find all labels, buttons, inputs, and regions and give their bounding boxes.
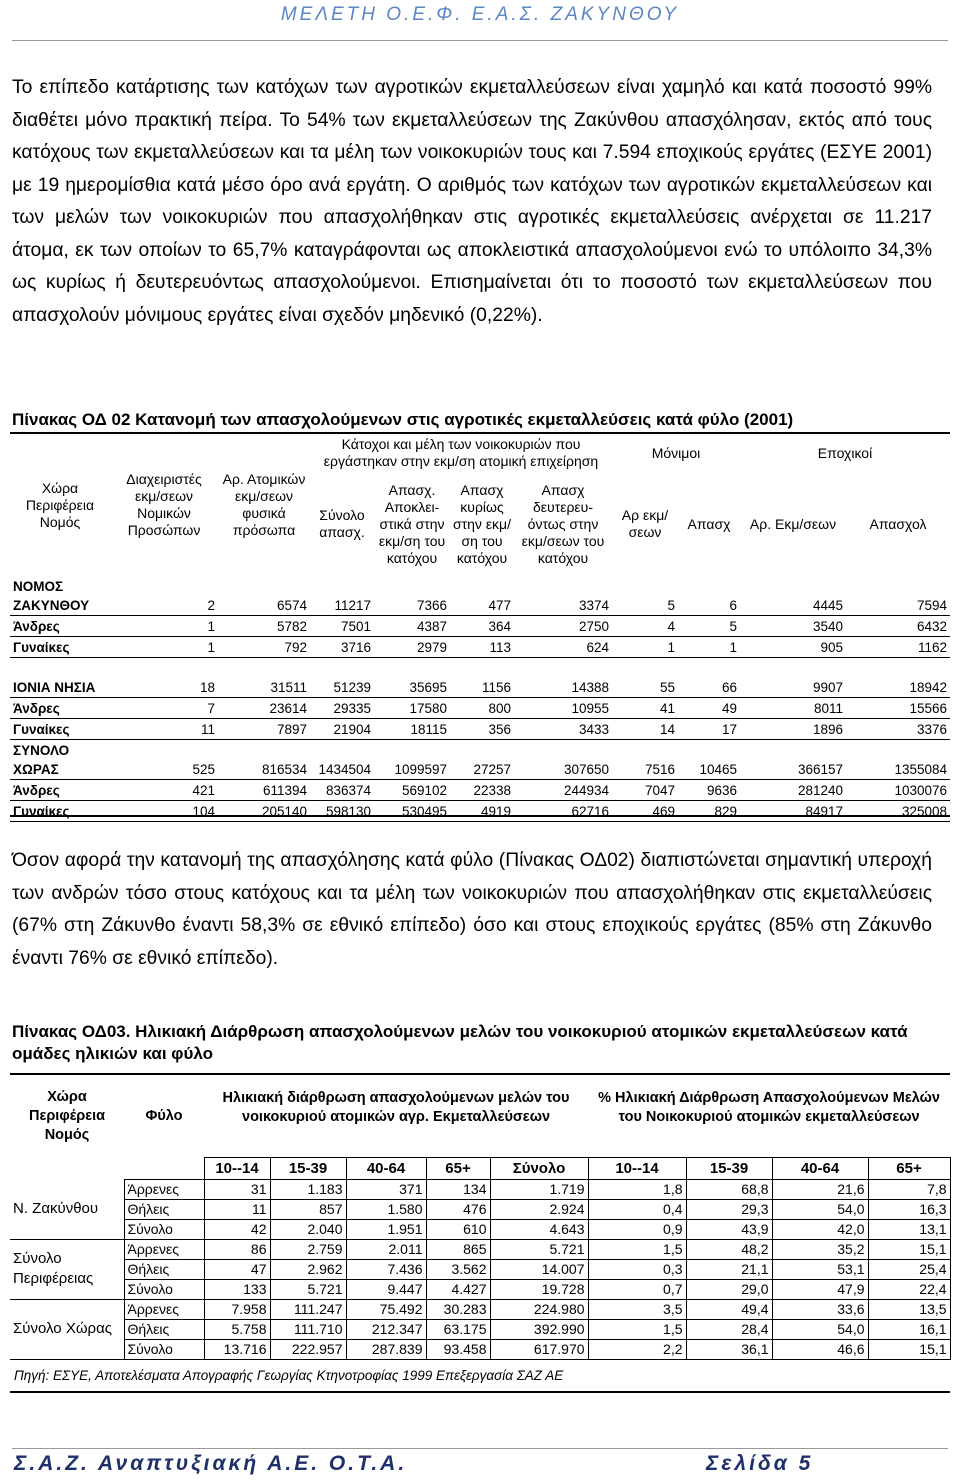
table-cell: 17 (678, 719, 740, 740)
table-cell: 224.980 (490, 1299, 588, 1319)
table-cell: 35695 (374, 658, 450, 698)
table-cell: 46,6 (772, 1339, 868, 1359)
table-cell: 48,2 (686, 1239, 772, 1259)
table2-source: Πηγή: ΕΣΥΕ, Αποτελέσματα Απογραφής Γεωργίας Κτηνοτροφίας 1999 Επεξεργασία ΣΑΖ ΑΕ (14, 1368, 564, 1383)
table-cell: 4.643 (490, 1219, 588, 1239)
table-row (10, 1319, 950, 1339)
table-cell: 10955 (514, 698, 612, 719)
header-seasonal: Εποχικοί (817, 444, 873, 461)
table-cell: 287.839 (346, 1339, 426, 1359)
sex-label: Σύνολο (124, 1339, 204, 1359)
table-cell: 792 (218, 637, 310, 658)
row-label: Γυναίκες (10, 801, 110, 822)
table-row (10, 658, 950, 698)
header-region: Χώρα Περιφέρεια Νομός (25, 479, 95, 530)
table-cell: 51239 (310, 658, 374, 698)
employment-by-sex-table (10, 434, 950, 822)
page-header: ΜΕΛΕΤΗ Ο.Ε.Φ. Ε.Α.Σ. ΖΑΚΥΝΘΟΥ (280, 4, 680, 25)
t2-age-abs-2: 15-39 (270, 1157, 346, 1179)
sex-label: Σύνολο (124, 1219, 204, 1239)
table-cell: 1,5 (588, 1239, 686, 1259)
table-cell: 1355084 (846, 740, 950, 780)
table-row (10, 1279, 950, 1299)
table-row (10, 780, 950, 801)
table-cell: 15566 (846, 698, 950, 719)
table-cell: 111.710 (270, 1319, 346, 1339)
table-cell: 16,3 (868, 1199, 950, 1219)
t2-header-sex: Φύλο (145, 1107, 183, 1124)
table-cell: 569102 (374, 780, 450, 801)
region-label: Σύνολο Περιφέρειας (10, 1239, 124, 1299)
table-cell: 18115 (374, 719, 450, 740)
table-cell: 800 (450, 698, 514, 719)
table-cell: 29,0 (686, 1279, 772, 1299)
table-cell: 21904 (310, 719, 374, 740)
table-cell: 1,5 (588, 1319, 686, 1339)
table-cell: 84917 (740, 801, 846, 822)
table-cell: 2.962 (270, 1259, 346, 1279)
table-cell: 6432 (846, 616, 950, 637)
table-cell: 17580 (374, 698, 450, 719)
paragraph-training-employment: Το επίπεδο κατάρτισης των κατόχων των αγροτικών εκμεταλλεύσεων είναι χαμηλό και κατά ποσοστό 99% διαθέτει μόνο πρακτική πείρα. Το 54% των εκμεταλλεύσεων της Ζακύνθου απασχόλησαν, εκτός από τους κατόχους των εκμεταλλεύσεων και τα μέλη των νοικοκυριών τους και 7.594 εποχικούς εργάτες (ΕΣΥΕ 2001) με 19 ημερομίσθια κατά μέσο όρο ανά εργάτη. Ο αριθμός των κατόχων των αγροτικών εκμεταλλεύσεων και των μελών των νοικοκυριών που απασχολήθηκαν στις αγροτικές εκμεταλλεύσεις ανέρχεται σε 11.217 άτομα, εκ των οποίων το 65,7% καταγράφονται ως αποκλειστικά απασχολούμενοι ενώ το υπόλοιπο 34,3% ως κυρίως ή δευτερευόντως απασχολούμενοι. Επισημαίνεται ότι το ποσοστό των εκμεταλλεύσεων που απασχολούν μόνιμους εργάτες είναι σχεδόν μηδενικό (0,22%). (12, 77, 932, 326)
header-rule (12, 40, 948, 41)
table-cell: 43,9 (686, 1219, 772, 1239)
sex-label: Άρρενες (124, 1179, 204, 1199)
table-cell: 4387 (374, 616, 450, 637)
table-cell: 49 (678, 698, 740, 719)
sex-label: Θήλεις (124, 1199, 204, 1219)
table-cell: 476 (426, 1199, 490, 1219)
table-cell: 364 (450, 616, 514, 637)
table-cell: 0,9 (588, 1219, 686, 1239)
table-cell: 18942 (846, 658, 950, 698)
table-cell: 41 (612, 698, 678, 719)
row-label: ΙΟΝΙΑ ΝΗΣΙΑ (10, 658, 110, 698)
table-cell: 3,5 (588, 1299, 686, 1319)
table-cell: 212.347 (346, 1319, 426, 1339)
table-cell: 525 (110, 740, 218, 780)
table-cell: 1162 (846, 637, 950, 658)
t2-header-region: Χώρα Περιφέρεια Νομός (28, 1088, 106, 1143)
table-cell: 66 (678, 658, 740, 698)
table-cell: 25,4 (868, 1259, 950, 1279)
table-cell: 7501 (310, 616, 374, 637)
table-cell: 1.580 (346, 1199, 426, 1219)
table-cell: 15,1 (868, 1339, 950, 1359)
table-cell: 1030076 (846, 780, 950, 801)
table2-title: Πίνακας ΟΔ03. Ηλικιακή Διάρθρωση απασχολούμενων μελών του νοικοκυριού ατομικών εκμεταλλεύσεων κατά ομάδες ηλικιών και φύλο (12, 1022, 908, 1063)
footer-page-number: Σελίδα 5 (706, 1452, 814, 1475)
table-cell: 10465 (678, 740, 740, 780)
table-cell: 469 (612, 801, 678, 822)
sex-label: Άρρενες (124, 1299, 204, 1319)
row-label: Άνδρες (10, 698, 110, 719)
table-cell: 4 (612, 616, 678, 637)
table-cell: 0,4 (588, 1199, 686, 1219)
table-cell: 2 (110, 576, 218, 616)
table-cell: 14388 (514, 658, 612, 698)
table-cell: 31511 (218, 658, 310, 698)
table-cell: 15,1 (868, 1239, 950, 1259)
table-row (10, 698, 950, 719)
header-permanent: Μόνιμοι (651, 444, 701, 461)
table-cell: 2,2 (588, 1339, 686, 1359)
table-cell: 530495 (374, 801, 450, 822)
row-label: Άνδρες (10, 780, 110, 801)
table-cell: 0,3 (588, 1259, 686, 1279)
table-cell: 2.924 (490, 1199, 588, 1219)
table-cell: 53,1 (772, 1259, 868, 1279)
table-cell: 47,9 (772, 1279, 868, 1299)
table-cell: 5.758 (204, 1319, 270, 1339)
table-cell: 610 (426, 1219, 490, 1239)
table-cell: 356 (450, 719, 514, 740)
table-cell: 27257 (450, 740, 514, 780)
table-cell: 4445 (740, 576, 846, 616)
t2-header-percent: % Ηλικιακή Διάρθρωση Απασχολούμενων Μελών του Νοικοκυριού ατομικών εκμεταλλεύσεων (598, 1090, 940, 1125)
table-cell: 1.183 (270, 1179, 346, 1199)
table-cell: 307650 (514, 740, 612, 780)
table-cell: 244934 (514, 780, 612, 801)
header-secondary: Απασχ δευτερευ-όντως στην εκμ/σεων του κατόχου (521, 481, 605, 566)
t2-age-abs-4: 65+ (426, 1157, 490, 1179)
table-row (10, 1219, 950, 1239)
table-cell: 21,1 (686, 1259, 772, 1279)
table-row (10, 1179, 950, 1199)
table-cell: 1 (678, 637, 740, 658)
table-cell: 7897 (218, 719, 310, 740)
table-cell: 865 (426, 1239, 490, 1259)
table-cell: 14.007 (490, 1259, 588, 1279)
table-row (10, 719, 950, 740)
table-cell: 3433 (514, 719, 612, 740)
t2-header-absolute: Ηλικιακή διάρθρωση απασχολούμενων μελών του νοικοκυριού ατομικών αγρ. Εκμεταλλεύσεων (222, 1090, 570, 1125)
table-row (10, 576, 950, 616)
table-cell: 63.175 (426, 1319, 490, 1339)
table-cell: 133 (204, 1279, 270, 1299)
table-cell: 281240 (740, 780, 846, 801)
table-cell: 28,4 (686, 1319, 772, 1339)
table-cell: 54,0 (772, 1199, 868, 1219)
table-cell: 11 (204, 1199, 270, 1219)
table-cell: 36,1 (686, 1339, 772, 1359)
table-cell: 2750 (514, 616, 612, 637)
table-cell: 4919 (450, 801, 514, 822)
table-cell: 21,6 (772, 1179, 868, 1199)
table-cell: 4.427 (426, 1279, 490, 1299)
table-cell: 905 (740, 637, 846, 658)
table-cell: 7,8 (868, 1179, 950, 1199)
table-cell: 2979 (374, 637, 450, 658)
table-row (10, 1259, 950, 1279)
footer-rule (12, 1448, 948, 1449)
table-cell: 1156 (450, 658, 514, 698)
table-cell: 1099597 (374, 740, 450, 780)
table-cell: 7.958 (204, 1299, 270, 1319)
t2-age-pct-1: 10--14 (588, 1157, 686, 1179)
table-cell: 13.716 (204, 1339, 270, 1359)
t2-age-abs-total: Σύνολο (490, 1157, 588, 1179)
table-cell: 1434504 (310, 740, 374, 780)
header-seasonal-holdings: Αρ. Εκμ/σεων (749, 515, 837, 532)
table-cell: 113 (450, 637, 514, 658)
table-cell: 23614 (218, 698, 310, 719)
region-label: Ν. Ζακύνθου (10, 1179, 124, 1239)
header-mainly: Απασχ κυρίως στην εκμ/ση του κατόχου (452, 481, 512, 566)
table-row (10, 637, 950, 658)
table-cell: 624 (514, 637, 612, 658)
table-cell: 205140 (218, 801, 310, 822)
t2-age-pct-4: 65+ (868, 1157, 950, 1179)
table-cell: 3716 (310, 637, 374, 658)
age-structure-table (10, 1075, 951, 1360)
table-cell: 29335 (310, 698, 374, 719)
table-cell: 11 (110, 719, 218, 740)
table-cell: 7516 (612, 740, 678, 780)
table-row (10, 1199, 950, 1219)
table-cell: 9.447 (346, 1279, 426, 1299)
table-cell: 31 (204, 1179, 270, 1199)
table-cell: 104 (110, 801, 218, 822)
table-cell: 816534 (218, 740, 310, 780)
header-total-employed: Σύνολο απασχ. (319, 507, 365, 540)
table-cell: 9907 (740, 658, 846, 698)
table-cell: 42 (204, 1219, 270, 1239)
table-cell: 22,4 (868, 1279, 950, 1299)
table-cell: 3374 (514, 576, 612, 616)
table-cell: 35,2 (772, 1239, 868, 1259)
table-cell: 366157 (740, 740, 846, 780)
table-cell: 1896 (740, 719, 846, 740)
table-cell: 222.957 (270, 1339, 346, 1359)
table-cell: 111.247 (270, 1299, 346, 1319)
table-cell: 6 (678, 576, 740, 616)
table-cell: 421 (110, 780, 218, 801)
table-cell: 6574 (218, 576, 310, 616)
table-cell: 617.970 (490, 1339, 588, 1359)
sex-label: Άρρενες (124, 1239, 204, 1259)
table-cell: 1.719 (490, 1179, 588, 1199)
table-cell: 42,0 (772, 1219, 868, 1239)
table1-title: Πίνακας ΟΔ 02 Κατανομή των απασχολούμενων στις αγροτικές εκμεταλλεύσεις κατά φύλο (2001) (12, 410, 794, 429)
sex-label: Σύνολο (124, 1279, 204, 1299)
table-cell: 2.011 (346, 1239, 426, 1259)
table-cell: 829 (678, 801, 740, 822)
table-row (10, 801, 950, 822)
table-cell: 86 (204, 1239, 270, 1259)
row-label: Γυναίκες (10, 637, 110, 658)
table-cell: 7.436 (346, 1259, 426, 1279)
table-cell: 1,8 (588, 1179, 686, 1199)
table-cell: 477 (450, 576, 514, 616)
table-cell: 54,0 (772, 1319, 868, 1339)
table-cell: 3376 (846, 719, 950, 740)
table-cell: 19.728 (490, 1279, 588, 1299)
footer-company: Σ.Α.Ζ. Αναπτυξιακή Α.Ε. Ο.Τ.Α. (14, 1452, 408, 1475)
table-cell: 2.759 (270, 1239, 346, 1259)
table-cell: 325008 (846, 801, 950, 822)
sex-label: Θήλεις (124, 1259, 204, 1279)
t2-age-pct-3: 40-64 (772, 1157, 868, 1179)
table-cell: 1 (110, 616, 218, 637)
table1-body (10, 576, 950, 822)
table-cell: 611394 (218, 780, 310, 801)
table-cell: 33,6 (772, 1299, 868, 1319)
table-cell: 14 (612, 719, 678, 740)
table-cell: 75.492 (346, 1299, 426, 1319)
table-cell: 857 (270, 1199, 346, 1219)
table-cell: 13,1 (868, 1219, 950, 1239)
table-cell: 598130 (310, 801, 374, 822)
table-cell: 16,1 (868, 1319, 950, 1339)
header-seasonal-employees: Απασχολ (869, 515, 927, 532)
table-cell: 3.562 (426, 1259, 490, 1279)
table-cell: 8011 (740, 698, 846, 719)
t2-age-abs-3: 40-64 (346, 1157, 426, 1179)
table-cell: 3540 (740, 616, 846, 637)
table-cell: 5 (612, 576, 678, 616)
table-cell: 11217 (310, 576, 374, 616)
table-cell: 392.990 (490, 1319, 588, 1339)
table-cell: 22338 (450, 780, 514, 801)
header-managers: Διαχειριστές εκμ/σεων Νομικών Προσώπων (126, 471, 202, 538)
table-cell: 68,8 (686, 1179, 772, 1199)
table-row (10, 1339, 950, 1359)
table-row (10, 1299, 950, 1319)
table-cell: 93.458 (426, 1339, 490, 1359)
row-label: Γυναίκες (10, 719, 110, 740)
table-cell: 49,4 (686, 1299, 772, 1319)
paragraph-sex-distribution: Όσον αφορά την κατανομή της απασχόλησης κατά φύλο (Πίνακας ΟΔ02) διαπιστώνεται σημαντική υπεροχή των ανδρών τόσο στους κατόχους και τα μέλη των νοικοκυριών που απασχολήθηκαν στις εκμεταλλεύσεις (67% στη Ζάκυνθο έναντι 58,3% σε εθνικό επίπεδο) όσο και στους εποχικούς εργάτες (85% στη Ζάκυνθο έναντι 76% σε εθνικό επίπεδο). (12, 850, 932, 969)
table-cell: 836374 (310, 780, 374, 801)
table-cell: 7366 (374, 576, 450, 616)
t2-age-pct-2: 15-39 (686, 1157, 772, 1179)
table-cell: 47 (204, 1259, 270, 1279)
header-holders-members: Κάτοχοι και μέλη των νοικοκυριών που εργάστηκαν στην εκμ/ση ατομική επιχείρηση (323, 436, 599, 469)
table-cell: 5.721 (490, 1239, 588, 1259)
header-permanent-employees: Απασχ (687, 515, 731, 532)
table-cell: 0,7 (588, 1279, 686, 1299)
table-cell: 134 (426, 1179, 490, 1199)
row-label: ΣΥΝΟΛΟ ΧΩΡΑΣ (10, 740, 110, 780)
table-cell: 1.951 (346, 1219, 426, 1239)
table-row (10, 740, 950, 780)
table-cell: 5782 (218, 616, 310, 637)
header-individual-holdings: Αρ. Ατομικών εκμ/σεων φυσικά πρόσωπα (222, 471, 306, 538)
row-label: ΝΟΜΟΣ ΖΑΚΥΝΘΟΥ (10, 576, 110, 616)
table-cell: 30.283 (426, 1299, 490, 1319)
table-cell: 371 (346, 1179, 426, 1199)
table-cell: 2.040 (270, 1219, 346, 1239)
table-cell: 7594 (846, 576, 950, 616)
table-row (10, 1239, 950, 1259)
table-cell: 13,5 (868, 1299, 950, 1319)
table-row (10, 616, 950, 637)
table-cell: 7047 (612, 780, 678, 801)
region-label: Σύνολο Χώρας (10, 1299, 124, 1359)
table-cell: 1 (110, 637, 218, 658)
table-cell: 9636 (678, 780, 740, 801)
header-exclusive: Απασχ. Αποκλει-στικά στην εκμ/ση του κατόχου (378, 481, 446, 566)
table2-body (10, 1179, 950, 1359)
table-cell: 62716 (514, 801, 612, 822)
table-cell: 5 (678, 616, 740, 637)
sex-label: Θήλεις (124, 1319, 204, 1339)
table-cell: 29,3 (686, 1199, 772, 1219)
t2-age-abs-1: 10--14 (204, 1157, 270, 1179)
row-label: Άνδρες (10, 616, 110, 637)
table-cell: 5.721 (270, 1279, 346, 1299)
table-cell: 1 (612, 637, 678, 658)
table-cell: 18 (110, 658, 218, 698)
table-cell: 55 (612, 658, 678, 698)
table-cell: 7 (110, 698, 218, 719)
header-permanent-holdings: Αρ εκμ/σεων (621, 507, 669, 540)
